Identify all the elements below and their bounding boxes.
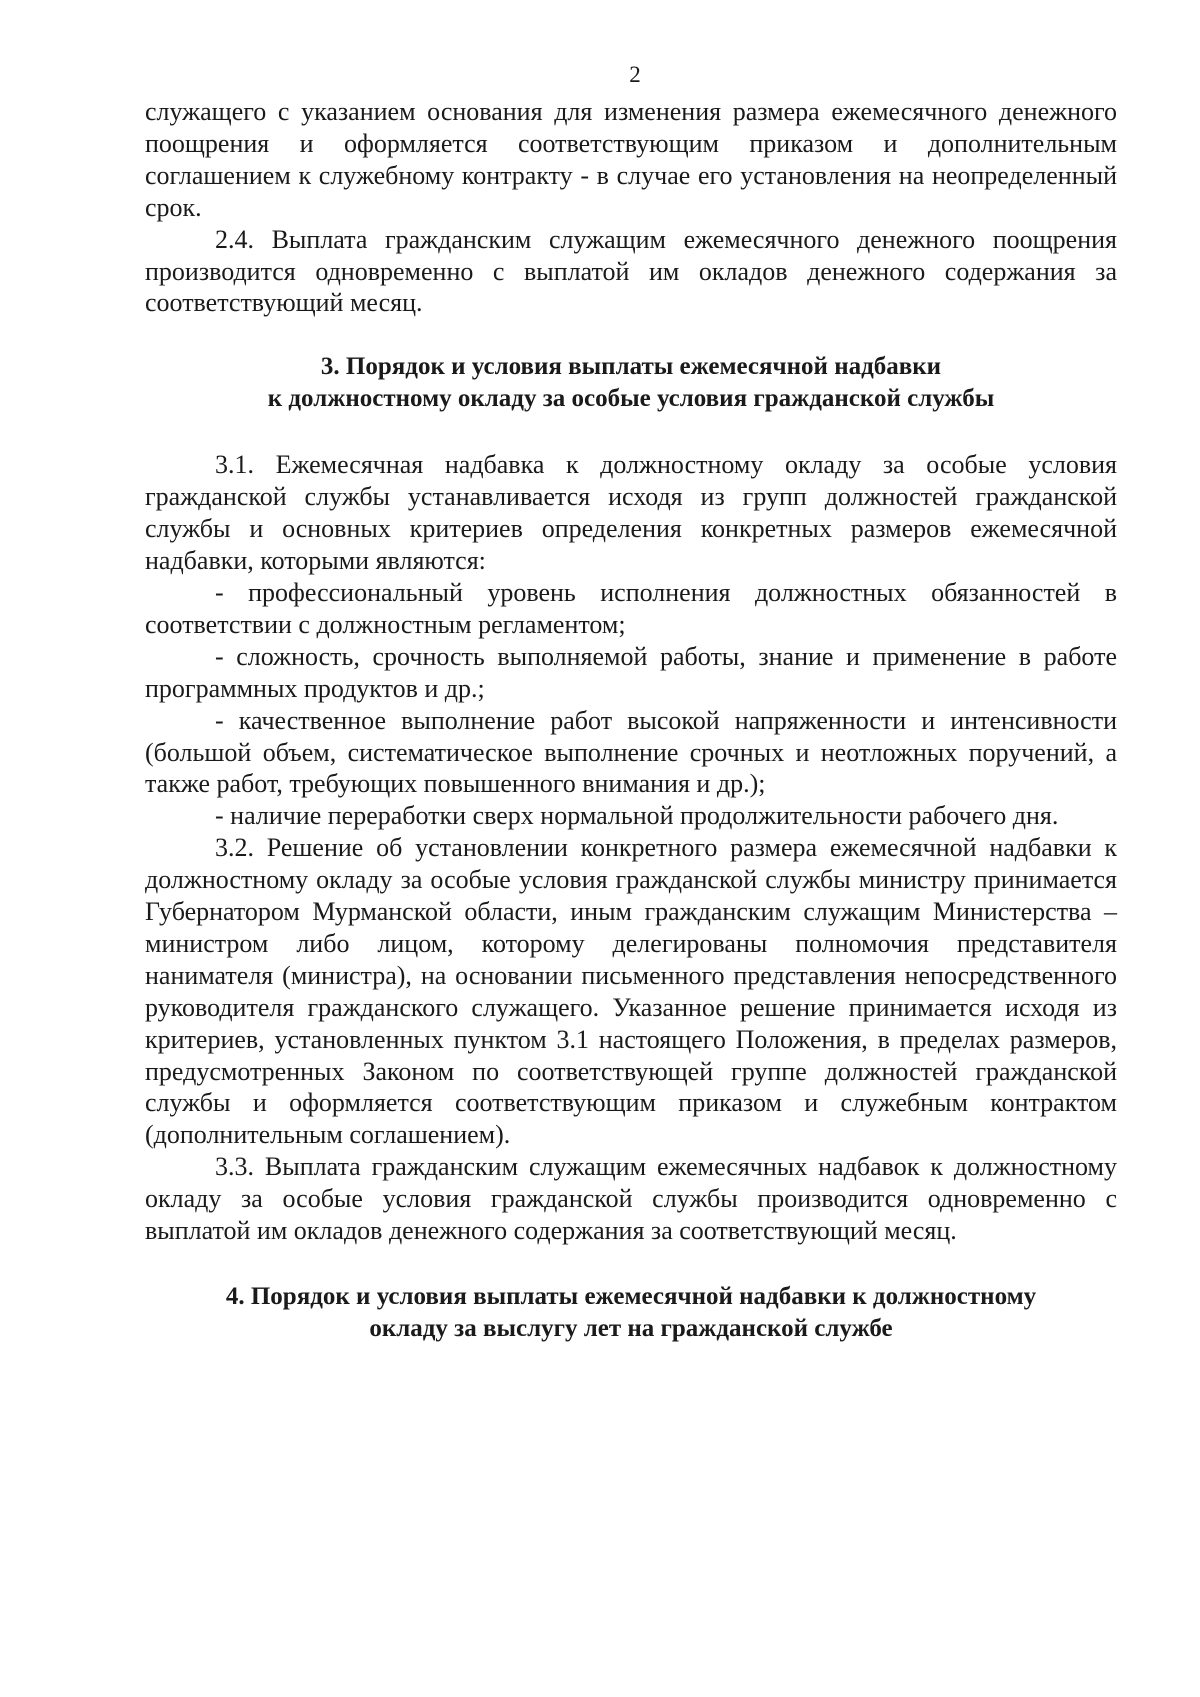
section-4-heading-line-2: окладу за выслугу лет на гражданской службе — [369, 1315, 893, 1342]
section-3-heading — [145, 351, 1117, 415]
section-4-heading-line-1: 4. Порядок и условия выплаты ежемесячной надбавки к должностному — [225, 1283, 1037, 1310]
paragraph-continuation: служащего с указанием основания для изменения размера ежемесячного денежного поощрения и оформляется соответствующим приказом и дополнительным соглашением к служебному контракту - в случае его установления на неопределенный срок. — [145, 97, 1117, 222]
criteria-item: - качественное выполнение работ высокой напряженности и интенсивности (большой объем, систематическое выполнение срочных и неотложных поручений, а также работ, требующих повышенного внимания и др.); — [145, 705, 1117, 799]
paragraph-3-2: 3.2. Решение об установлении конкретного размера ежемесячной надбавки к должностному окладу за особые условия гражданской службы министру принимается Губернатором Мурманской области, иным гражданским служащим Министерства – министром либо лицом, которому делегированы полномочия представителя нанимателя (министра), на основании письменного представления непосредственного руководителя гражданского служащего. Указанное решение принимается исходя из критериев, установленных пунктом 3.1 настоящего Положения, в пределах размеров, предусмотренных Законом по соответствующей группе должностей гражданской службы и оформляется соответствующим приказом и служебным контрактом (дополнительным соглашением). — [145, 833, 1117, 1150]
criteria-item: - наличие переработки сверх нормальной продолжительности рабочего дня. — [215, 801, 1059, 831]
criteria-item: - профессиональный уровень исполнения должностных обязанностей в соответствии с должностным регламентом; — [145, 577, 1117, 639]
page-number: 2 — [629, 62, 641, 87]
paragraph-3-1: 3.1. Ежемесячная надбавка к должностному окладу за особые условия гражданской службы устанавливается исходя из групп должностей гражданской службы и основных критериев определения конкретных размеров ежемесячной надбавки, которыми являются: — [145, 450, 1117, 576]
paragraph-3-3: 3.3. Выплата гражданским служащим ежемесячных надбавок к должностному окладу за особые условия гражданской службы производится одновременно с выплатой им окладов денежного содержания за соответствующий месяц. — [145, 1152, 1117, 1246]
document-page — [145, 60, 1117, 1345]
section-3-heading-line-1: 3. Порядок и условия выплаты ежемесячной надбавки — [320, 353, 942, 381]
criteria-item: - сложность, срочность выполняемой работы, знание и применение в работе программных продуктов и др.; — [145, 641, 1117, 703]
paragraph-2-4: 2.4. Выплата гражданским служащим ежемесячного денежного поощрения производится одновременно с выплатой им окладов денежного содержания за соответствующий месяц. — [145, 224, 1117, 318]
section-3-heading-line-2: к должностному окладу за особые условия гражданской службы — [267, 385, 995, 413]
section-4-heading — [145, 1281, 1117, 1345]
